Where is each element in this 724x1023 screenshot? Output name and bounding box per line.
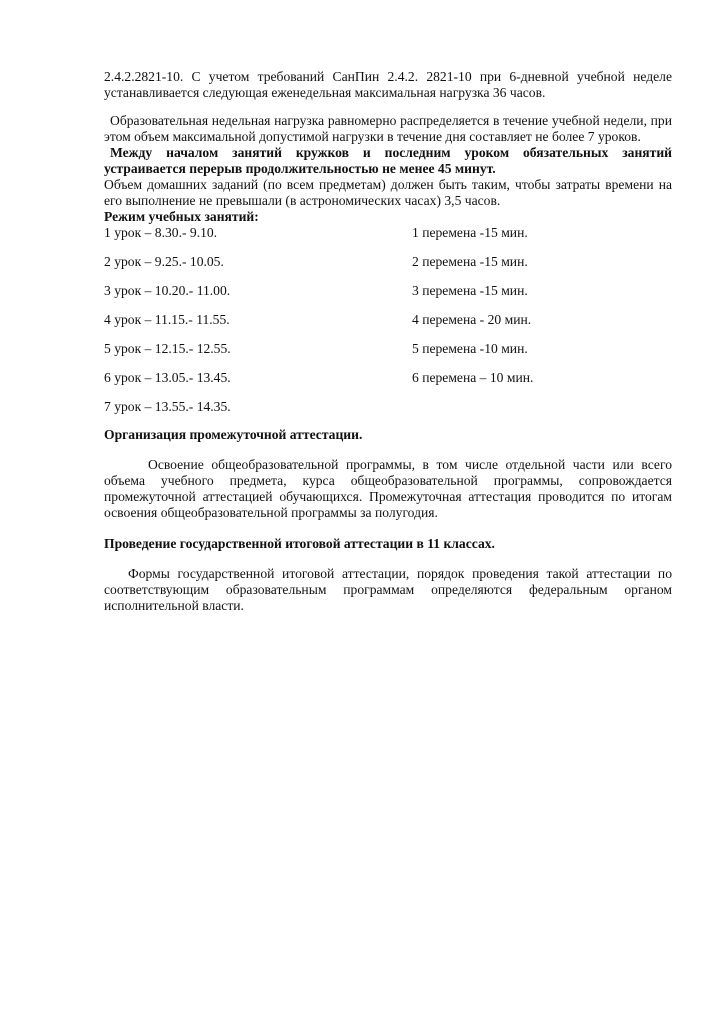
lesson-time: 7 урок – 13.55.- 14.35. — [104, 399, 231, 414]
final-attestation-heading: Проведение государственной итоговой аттестации в 11 классах. — [104, 536, 495, 551]
schedule-row — [104, 254, 672, 283]
lesson-time: 6 урок – 13.05.- 13.45. — [104, 370, 231, 385]
schedule-row — [104, 225, 672, 254]
lesson-time: 4 урок – 11.15.- 11.55. — [104, 312, 230, 327]
paragraph-sanpin-load: 2.4.2.2821-10. С учетом требований СанПин 2.4.2. 2821-10 при 6-дневной учебной неделе устанавливается следующая еженедельная максимальная нагрузка 36 часов. — [104, 69, 672, 100]
schedule-row — [104, 399, 672, 419]
paragraph-homework: Объем домашних заданий (по всем предметам) должен быть таким, чтобы затраты времени на его выполнение не превышали (в астрономических часах) 3,5 часов. — [104, 177, 672, 208]
schedule-row — [104, 283, 672, 312]
lesson-time: 5 урок – 12.15.- 12.55. — [104, 341, 231, 356]
break-time: 5 перемена -10 мин. — [412, 341, 528, 356]
paragraph-weekly-load: Образовательная недельная нагрузка равномерно распределяется в течение учебной недели, при этом объем максимальной допустимой нагрузки в течение дня составляет не более 7 уроков. — [104, 113, 672, 144]
lesson-time: 1 урок – 8.30.- 9.10. — [104, 225, 218, 240]
schedule-row — [104, 370, 672, 399]
schedule-row — [104, 341, 672, 370]
document-body — [104, 69, 672, 614]
break-time: 4 перемена - 20 мин. — [412, 312, 532, 327]
lesson-time: 3 урок – 10.20.- 11.00. — [104, 283, 231, 298]
break-time: 2 перемена -15 мин. — [412, 254, 528, 269]
break-time: 6 перемена – 10 мин. — [412, 370, 534, 385]
attestation-heading: Организация промежуточной аттестации. — [104, 427, 363, 442]
schedule-table — [104, 225, 672, 419]
attestation-text: Освоение общеобразовательной программы, в том числе отдельной части или всего объема учебного предмета, курса общеобразовательной программы, сопровождается промежуточной аттестацией обучающихся. Промежуточная аттестация проводится по итогам освоения общеобразовательной программы за полугодия. — [104, 457, 672, 520]
final-attestation-text: Формы государственной итоговой аттестации, порядок проведения такой аттестации по соответствующим образовательным программам определяются федеральным органом исполнительной власти. — [104, 566, 672, 613]
break-time: 3 перемена -15 мин. — [412, 283, 528, 298]
schedule-row — [104, 312, 672, 341]
paragraph-break-rule: Между началом занятий кружков и последним уроком обязательных занятий устраивается перерыв продолжительностью не менее 45 минут. — [104, 145, 672, 176]
break-time: 1 перемена -15 мин. — [412, 225, 528, 240]
schedule-heading: Режим учебных занятий: — [104, 209, 259, 224]
lesson-time: 2 урок – 9.25.- 10.05. — [104, 254, 224, 269]
